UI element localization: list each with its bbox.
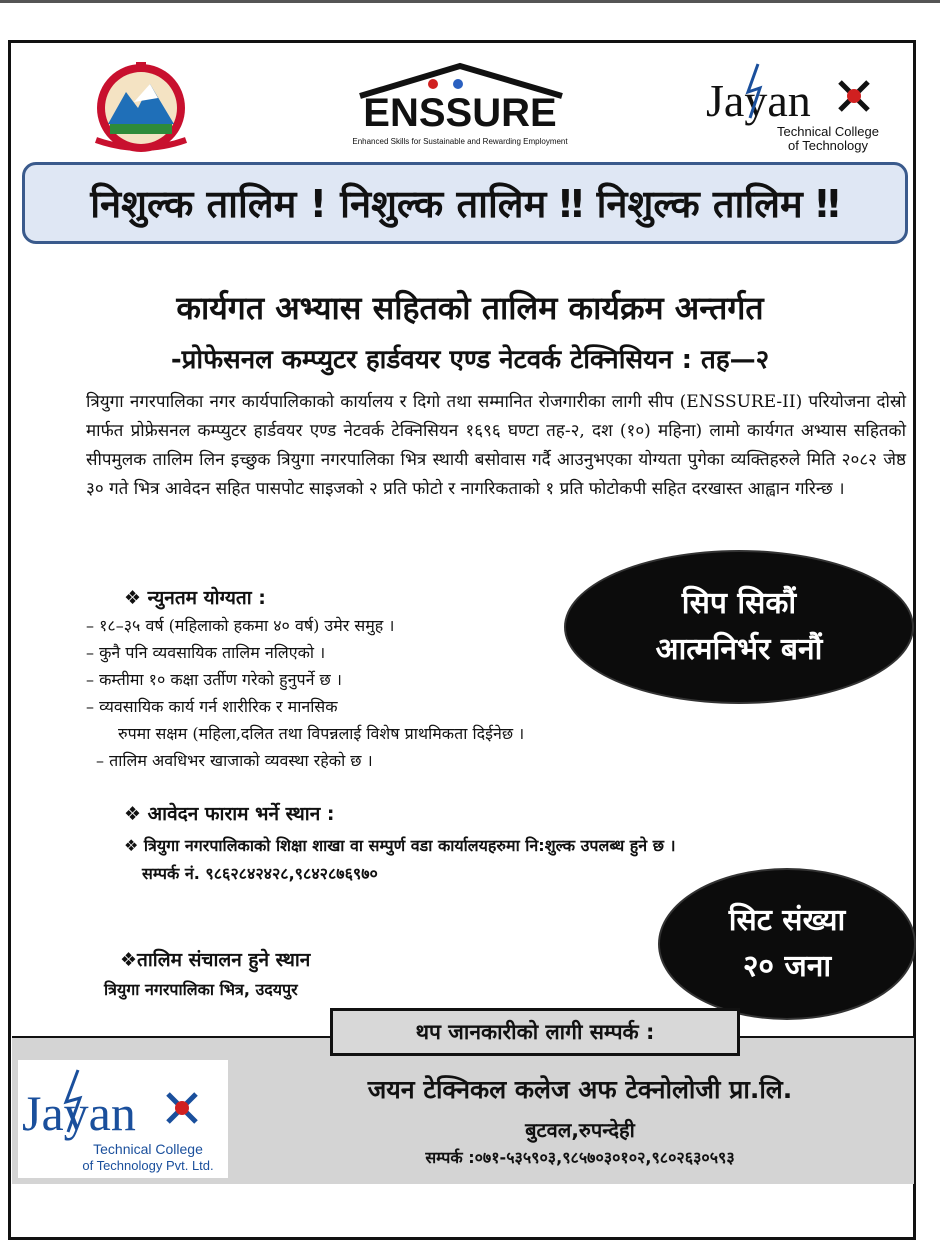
qualification-title: ❖ न्युनतम योग्यता : [124,587,266,609]
application-detail: ❖ त्रियुगा नगरपालिकाको शिक्षा शाखा वा सम्पुर्ण वडा कार्यालयहरुमा नि:शुल्क उपलब्ध हुने छ । [124,836,676,855]
banner-text: निशुल्क तालिम ! निशुल्क तालिम ‼ निशुल्क तालिम ‼ [90,182,840,226]
jayan-bottom-line2: of Technology Pvt. Ltd. [82,1158,214,1173]
list-item: – कम्तीमा १० कक्षा उर्तीण गरेको हुनुपर्ने छ । [86,670,342,689]
list-item: – व्यवसायिक कार्य गर्न शारीरिक र मानसिक [86,697,338,716]
sub-heading: -प्रोफेसनल कम्प्युटर हार्डवयर एण्ड नेटवर्क टेक्निसियन : तह—२ [170,345,770,375]
list-item: रुपमा सक्षम (महिला,दलित तथा विपन्नलाई विशेष प्राथमिकता दिईनेछ । [118,724,525,743]
enssure-wordmark: ENSSURE [363,91,557,135]
enssure-tagline: Enhanced Skills for Sustainable and Rewarding Employment [352,137,568,146]
venue-title: ❖तालिम संचालन हुने स्थान [120,949,311,971]
qualification-list [86,612,524,774]
jayan-bottom-line1: Technical College [93,1141,203,1157]
main-heading: कार्यगत अभ्यास सहितको तालिम कार्यक्रम अन्तर्गत [176,289,764,327]
jayan-logo-bottom [18,1060,228,1178]
jayan-bottom-wordmark: Jayan [22,1085,136,1141]
slogan-line1: सिप सिकौं [681,586,797,621]
college-phone: सम्पर्क :०७१-५३५९०३,९८५७०३०१०२,९८०२६३०५९३ [425,1148,735,1167]
slogan-oval [566,552,912,702]
seats-oval [660,870,914,1018]
wrench-icon [168,1094,196,1122]
jayan-line2: of Technology [788,138,868,153]
slogan-line2: आत्मनिर्भर बनौं [655,632,823,667]
seats-line2: २० जना [742,949,832,984]
seats-line1: सिट संख्या [728,903,846,938]
wrench-icon [840,82,868,110]
jayan-line1: Technical College [777,124,879,139]
contact-label: थप जानकारीको लागी सम्पर्क : [415,1020,655,1044]
enssure-logo [340,62,580,154]
free-training-banner [22,162,908,244]
application-contact: सम्पर्क नं. ९८६२८४२४२८,९८४२८७६९७० [142,864,378,883]
top-divider [0,0,940,3]
application-title: ❖ आवेदन फाराम भर्ने स्थान : [124,803,335,825]
list-item: – १८–३५ वर्ष (महिलाको हकमा ४० वर्ष) उमेर समुह । [86,616,395,635]
jayan-wordmark: Jayan [706,75,811,126]
list-item: – तालिम अवधिभर खाजाको व्यवस्था रहेको छ । [96,751,373,770]
college-name: जयन टेक्निकल कलेज अफ टेक्नोलोजी प्रा.लि. [367,1075,793,1104]
nepal-government-emblem-icon [82,58,200,156]
college-city: बुटवल,रुपन्देही [525,1118,635,1142]
contact-label-box [330,1008,740,1056]
intro-paragraph: त्रियुगा नगरपालिका नगर कार्यपालिकाको कार्यालय र दिगो तथा सम्मानित रोजगारीका लागी सीप (ENSSURE-II) परियोजना दोस्रो मार्फत प्रोफ्रेसनल कम्प्युटर हार्डवयर एण्ड नेटवर्क टेक्निसियन १६९६ घण्टा तह-२, दश (१०) महिना) लामो कार्यगत अभ्यास सहितको सीपमुलक तालिम लिन इच्छुक त्रियुगा नगरपालिका भित्र स्थायी बसोवास गर्दै आउनुभएका योग्यता पुगेका व्यक्तिहरुले मिति २०८२ जेष्ठ ३० गते भित्र आवेदन सहित पासपोट साइजको २ प्रति फोटो र नागरिकताको १ प्रति फोटोकपी सहित दरखास्त आह्वान गरिन्छ । [86,392,906,499]
list-item: – कुनै पनि व्यवसायिक तालिम नलिएको । [86,643,326,662]
venue-place: त्रियुगा नगरपालिका भित्र, उदयपुर [104,980,298,999]
jayan-logo-top [700,58,890,154]
